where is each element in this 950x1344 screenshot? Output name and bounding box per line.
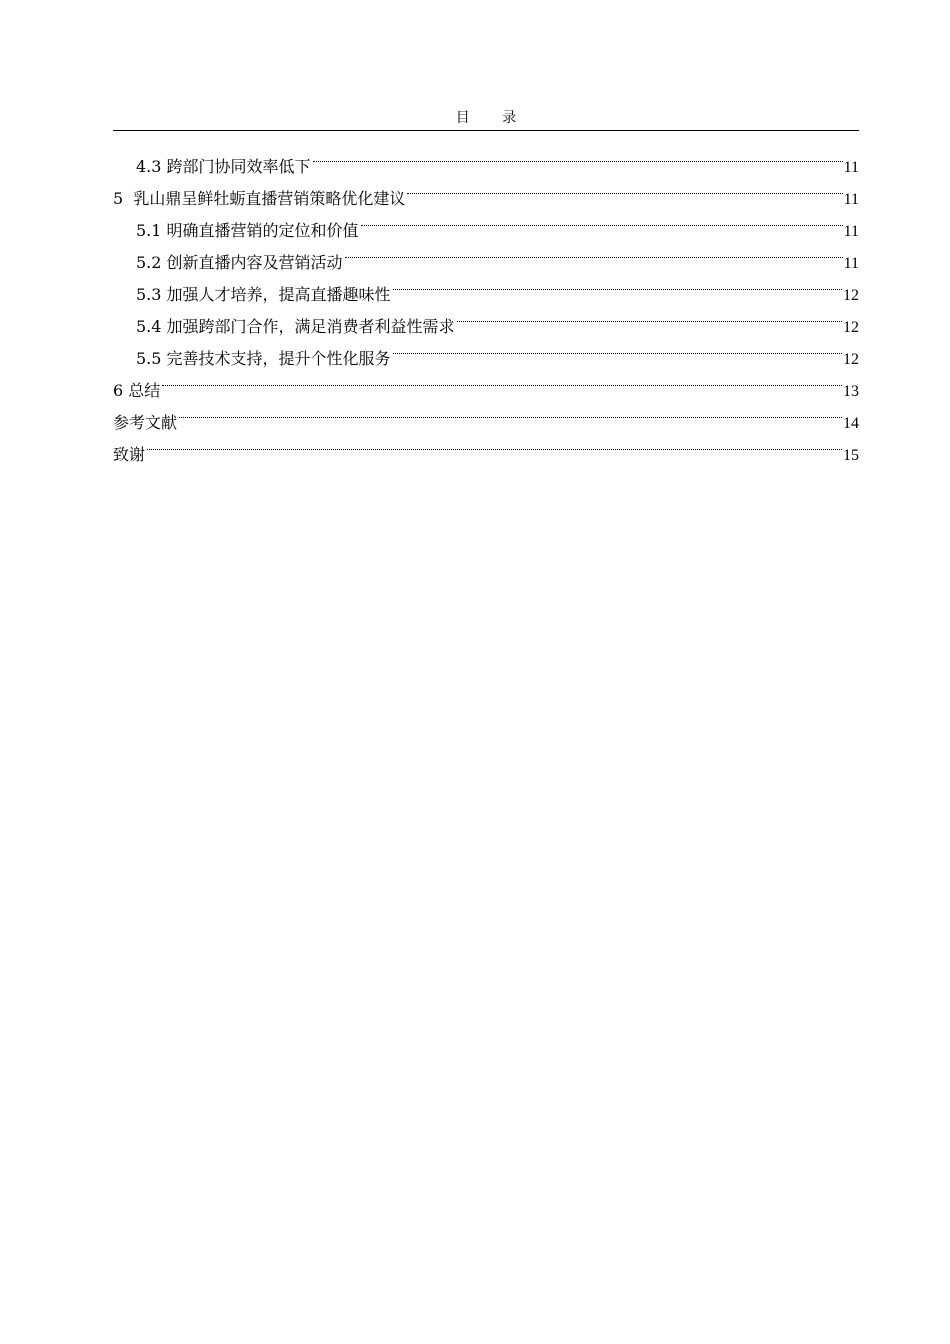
toc-entry-page: 11 — [843, 159, 859, 176]
table-of-contents — [113, 140, 859, 464]
toc-dot-leader — [345, 236, 843, 268]
toc-entry-label: 5 乳山鼎呈鲜牡蛎直播营销策略优化建议 — [113, 189, 406, 208]
page-header — [113, 108, 859, 131]
toc-entry-page: 13 — [843, 383, 859, 400]
toc-entry-label: 5.3 加强人才培养，提高直播趣味性 — [136, 285, 391, 304]
toc-entry-label: 参考文献 — [113, 413, 178, 432]
toc-dot-leader — [393, 268, 842, 300]
toc-dot-leader — [361, 204, 843, 236]
toc-dot-leader — [457, 300, 842, 332]
toc-entry-label: 5.5 完善技术支持，提升个性化服务 — [136, 349, 391, 368]
toc-entry[interactable] — [113, 364, 859, 400]
toc-entry-label: 4.3 跨部门协同效率低下 — [136, 157, 311, 176]
toc-entry-page: 12 — [843, 287, 859, 304]
toc-entry-label: 6 总结 — [113, 381, 161, 400]
toc-dot-leader — [147, 428, 842, 460]
toc-dot-leader — [179, 396, 842, 428]
toc-entry-label: 5.4 加强跨部门合作，满足消费者利益性需求 — [136, 317, 455, 336]
toc-entry-page: 12 — [843, 319, 859, 336]
toc-entry-page: 14 — [843, 415, 859, 432]
toc-entry-page: 11 — [843, 255, 859, 272]
toc-entry-label: 5.2 创新直播内容及营销活动 — [136, 253, 343, 272]
toc-dot-leader — [407, 172, 842, 204]
toc-dot-leader — [393, 332, 842, 364]
toc-entry-label: 致谢 — [113, 445, 146, 464]
page-title: 目 录 — [455, 110, 531, 126]
toc-dot-leader — [162, 364, 842, 396]
toc-entry-page: 11 — [843, 223, 859, 240]
toc-entry-page: 15 — [843, 447, 859, 464]
toc-dot-leader — [313, 140, 843, 172]
toc-entry-page: 12 — [843, 351, 859, 368]
toc-entry-page: 11 — [843, 191, 859, 208]
toc-entry[interactable] — [113, 140, 859, 176]
toc-entry[interactable] — [113, 428, 859, 464]
toc-entry[interactable] — [113, 396, 859, 432]
toc-entry-label: 5.1 明确直播营销的定位和价值 — [136, 221, 359, 240]
